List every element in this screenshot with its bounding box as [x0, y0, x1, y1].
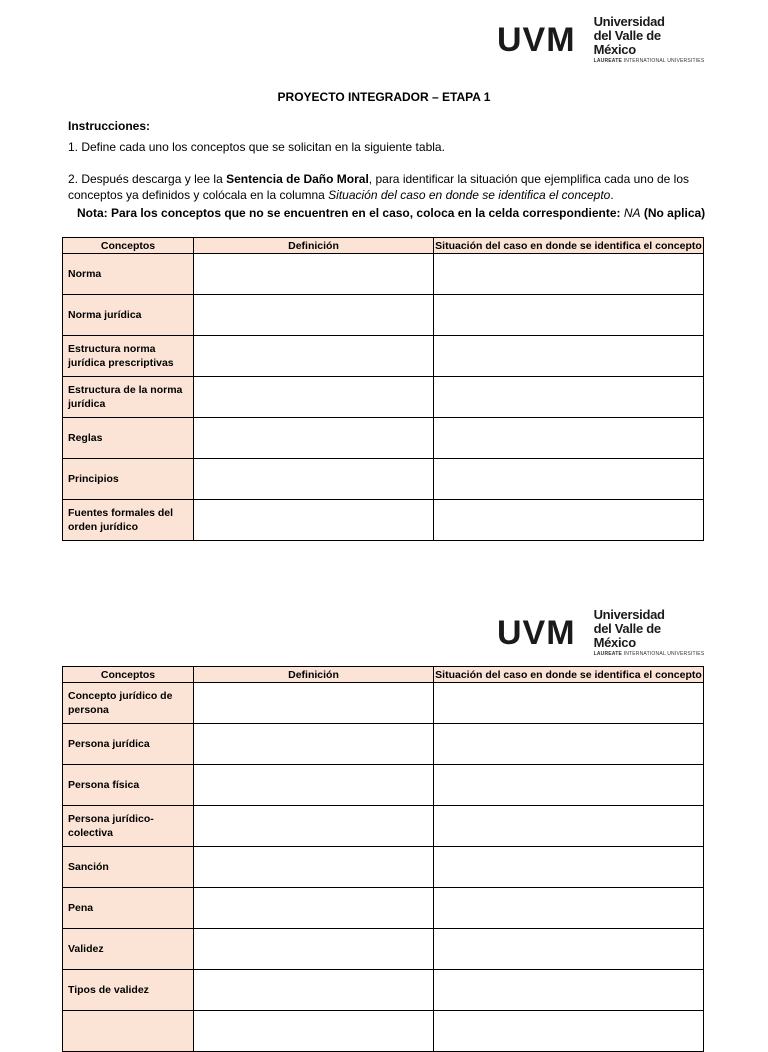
header-situacion: Situación del caso en donde se identifica el concepto: [435, 239, 702, 252]
definition-cell[interactable]: [194, 683, 434, 724]
uvm-logo: [497, 607, 705, 658]
table-row: [63, 765, 704, 806]
concept-cell: Estructura norma jurídica prescriptivas: [63, 336, 194, 377]
concept-cell: Norma: [63, 254, 194, 295]
instruction-step-1: 1. Define cada uno los conceptos que se solicitan en la siguiente tabla.: [68, 140, 445, 154]
note-text-b: (No aplica): [640, 206, 706, 220]
concept-cell: Tipos de validez: [63, 970, 194, 1011]
uvm-logo: [497, 14, 705, 65]
definition-cell[interactable]: [194, 500, 434, 541]
situation-cell[interactable]: [434, 500, 704, 541]
concept-cell: Fuentes formales del orden jurídico: [63, 500, 194, 541]
logo-text: [594, 608, 705, 657]
definition-cell[interactable]: [194, 1011, 434, 1052]
situation-cell[interactable]: [434, 765, 704, 806]
situation-cell[interactable]: [434, 847, 704, 888]
table-row: [63, 683, 704, 724]
concept-cell: Norma jurídica: [63, 295, 194, 336]
concept-cell: Persona física: [63, 765, 194, 806]
concept-cell: Estructura de la norma jurídica: [63, 377, 194, 418]
situation-cell[interactable]: [434, 724, 704, 765]
note-na: NA: [623, 206, 641, 220]
definition-cell[interactable]: [194, 806, 434, 847]
table-row: [63, 418, 704, 459]
header-definicion: Definición: [194, 238, 434, 254]
table-row: [63, 459, 704, 500]
concept-cell: Concepto jurídico de persona: [63, 683, 194, 724]
concept-cell: Reglas: [63, 418, 194, 459]
table-row: [63, 847, 704, 888]
definition-cell[interactable]: [194, 970, 434, 1011]
logo-wordmark: UVM: [497, 614, 576, 652]
logo-name-line1: Universidad: [593, 607, 665, 623]
table-row: [63, 295, 704, 336]
step2-column-name: Situación del caso en donde se identifica el concepto: [328, 188, 611, 202]
logo-tagline-rest: INTERNATIONAL UNIVERSITIES: [623, 58, 705, 65]
definition-cell[interactable]: [194, 336, 434, 377]
definition-cell[interactable]: [194, 847, 434, 888]
definition-cell[interactable]: [194, 888, 434, 929]
situation-cell[interactable]: [434, 1011, 704, 1052]
note-text-a: Nota: Para los conceptos que no se encuentren en el caso, coloca en la celda correspondiente:: [77, 206, 624, 220]
situation-cell[interactable]: [434, 683, 704, 724]
logo-tagline-brand: LAUREATE: [593, 58, 623, 65]
instruction-step-2: [68, 171, 708, 203]
concepts-table-1: [62, 237, 704, 541]
definition-cell[interactable]: [194, 459, 434, 500]
step2-text-a: 2. Después descarga y lee la: [68, 172, 227, 186]
definition-cell[interactable]: [194, 254, 434, 295]
step2-text-b: , para identificar la situación que ejemplifica cada uno de los conceptos ya definidos y colócala en la columna: [68, 172, 689, 202]
table-row: [63, 336, 704, 377]
logo-wordmark: UVM: [497, 21, 576, 59]
table-row: [63, 929, 704, 970]
instruction-note: [77, 205, 717, 221]
situation-cell[interactable]: [434, 336, 704, 377]
page-title: PROYECTO INTEGRADOR – ETAPA 1: [277, 90, 491, 104]
logo-text: [594, 15, 705, 64]
logo-tagline: [594, 59, 705, 64]
definition-cell[interactable]: [194, 724, 434, 765]
situation-cell[interactable]: [434, 888, 704, 929]
table-row: [63, 500, 704, 541]
situation-cell[interactable]: [434, 377, 704, 418]
instructions-heading: Instrucciones:: [68, 119, 151, 133]
table-row: [63, 254, 704, 295]
concept-cell: Persona jurídico-colectiva: [63, 806, 194, 847]
situation-cell[interactable]: [434, 295, 704, 336]
table-row: [63, 806, 704, 847]
concept-cell: Pena: [63, 888, 194, 929]
step2-document-name: Sentencia de Daño Moral: [226, 172, 369, 186]
header-definicion: Definición: [194, 667, 434, 683]
concepts-table-2: [62, 666, 704, 1052]
table-header-row: [63, 667, 704, 683]
definition-cell[interactable]: [194, 765, 434, 806]
definition-cell[interactable]: [194, 295, 434, 336]
concept-cell: [63, 1011, 194, 1052]
definition-cell[interactable]: [194, 929, 434, 970]
logo-tagline: [594, 652, 705, 657]
table-row: [63, 377, 704, 418]
situation-cell[interactable]: [434, 970, 704, 1011]
logo-name-line2: del Valle de México: [593, 621, 661, 650]
situation-cell[interactable]: [434, 459, 704, 500]
logo-tagline-rest: INTERNATIONAL UNIVERSITIES: [623, 651, 705, 658]
definition-cell[interactable]: [194, 377, 434, 418]
logo-tagline-brand: LAUREATE: [593, 651, 623, 658]
concept-cell: Principios: [63, 459, 194, 500]
definition-cell[interactable]: [194, 418, 434, 459]
concept-cell: Validez: [63, 929, 194, 970]
logo-name-line2: del Valle de México: [593, 28, 661, 57]
table-header-row: [63, 238, 704, 254]
logo-name-line1: Universidad: [593, 14, 665, 30]
header-situacion: Situación del caso en donde se identifica el concepto: [435, 668, 702, 681]
concept-cell: Persona jurídica: [63, 724, 194, 765]
situation-cell[interactable]: [434, 418, 704, 459]
concept-cell: Sanción: [63, 847, 194, 888]
header-conceptos: Conceptos: [63, 238, 194, 254]
table-row: [63, 888, 704, 929]
table-row: [63, 1011, 704, 1052]
header-conceptos: Conceptos: [63, 667, 194, 683]
situation-cell[interactable]: [434, 254, 704, 295]
situation-cell[interactable]: [434, 929, 704, 970]
table-row: [63, 970, 704, 1011]
step2-text-end: .: [610, 188, 614, 202]
table-row: [63, 724, 704, 765]
situation-cell[interactable]: [434, 806, 704, 847]
